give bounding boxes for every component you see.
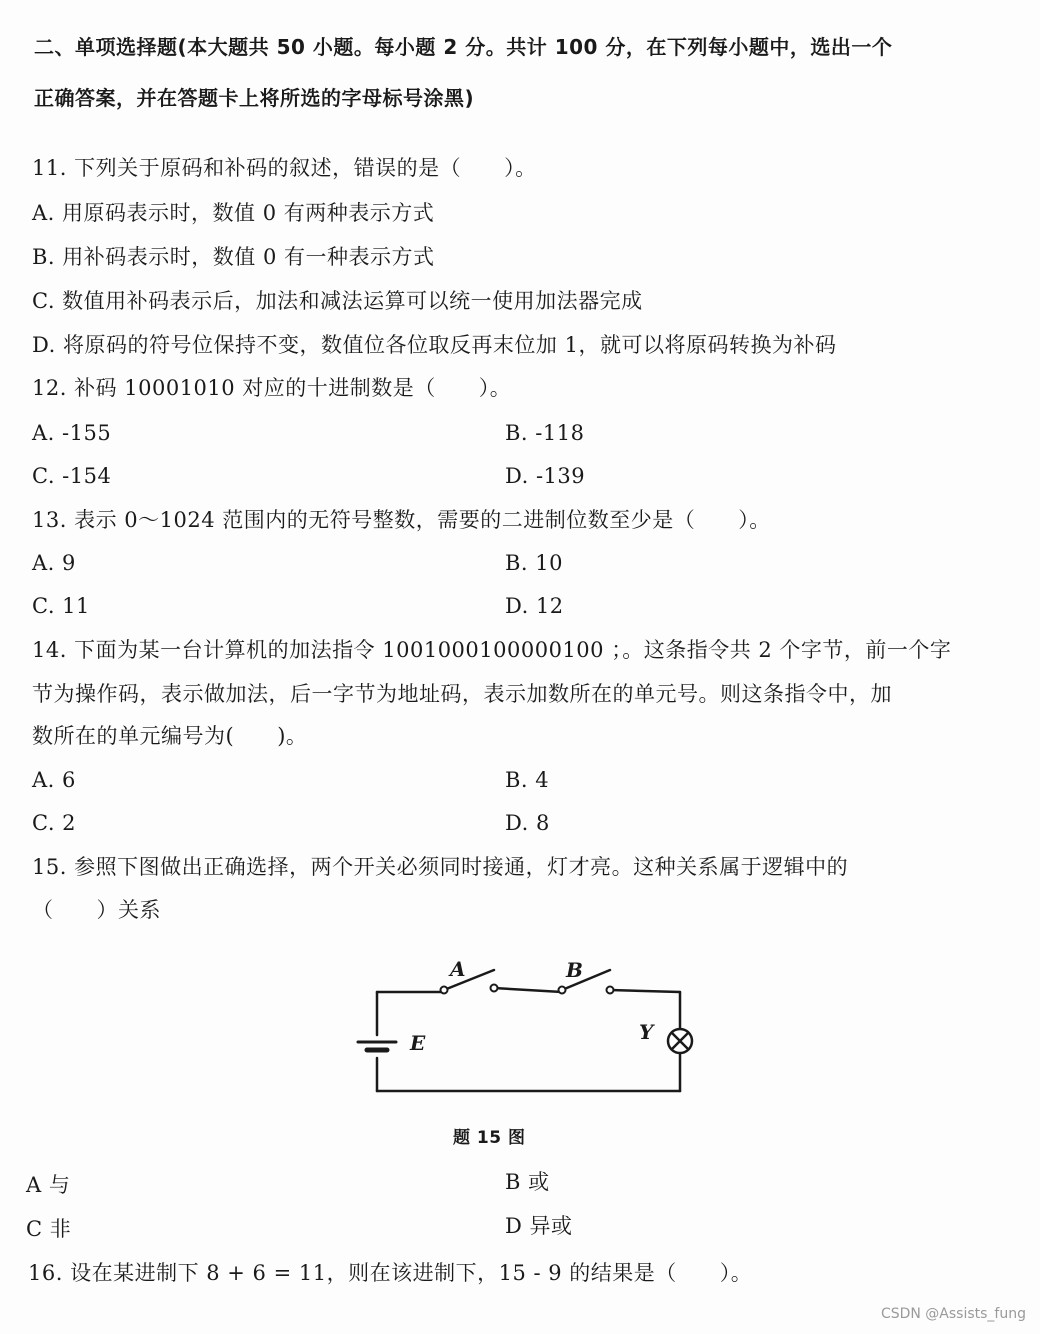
switch-b-contact-left: [559, 987, 566, 994]
question-14-stem-line-1: 14. 下面为某一台计算机的加法指令 1001000100000100 ；。这条指令共 2 个字节，前一个字: [32, 638, 952, 662]
question-11-option-c: C. 数值用补码表示后，加法和减法运算可以统一使用加法器完成: [32, 289, 643, 313]
question-14-option-a: A. 6: [32, 768, 76, 792]
question-15-option-c: C 非: [26, 1217, 72, 1241]
question-12-option-d: D. -139: [505, 464, 586, 488]
question-11-stem: 11. 下列关于原码和补码的叙述，错误的是（ ）。: [32, 156, 537, 180]
question-12-stem: 12. 补码 10001010 对应的十进制数是（ ）。: [32, 376, 512, 400]
question-13-option-d: D. 12: [505, 594, 564, 618]
question-16-stem: 16. 设在某进制下 8 + 6 = 11，则在该进制下，15 - 9 的结果是（ ）。: [28, 1261, 753, 1285]
question-12-option-a: A. -155: [32, 421, 112, 445]
question-13-stem: 13. 表示 0～1024 范围内的无符号整数，需要的二进制位数至少是（ ）。: [32, 508, 771, 532]
wire-top-middle: [494, 988, 562, 992]
question-14-option-d: D. 8: [505, 811, 550, 835]
question-11-option-b: B. 用补码表示时，数值 0 有一种表示方式: [32, 245, 435, 269]
question-14-option-b: B. 4: [505, 768, 550, 792]
battery-label: E: [410, 1031, 426, 1055]
switch-a-contact-left: [441, 987, 448, 994]
circuit-diagram: [340, 950, 710, 1100]
question-11-option-a: A. 用原码表示时，数值 0 有两种表示方式: [32, 201, 435, 225]
question-11-option-d: D. 将原码的符号位保持不变，数值位各位取反再末位加 1，就可以将原码转换为补码: [32, 333, 837, 357]
question-13-option-c: C. 11: [32, 594, 90, 618]
question-13-option-b: B. 10: [505, 551, 564, 575]
question-15-option-b: B 或: [505, 1170, 550, 1194]
question-14-stem-line-2: 节为操作码，表示做加法，后一字节为地址码，表示加数所在的单元号。则这条指令中，加: [32, 682, 892, 706]
question-14-stem-line-3: 数所在的单元编号为( )。: [32, 724, 308, 748]
question-13-option-a: A. 9: [32, 551, 76, 575]
switch-a-label: A: [450, 957, 466, 981]
figure-caption: 题 15 图: [453, 1128, 526, 1148]
question-12-option-c: C. -154: [32, 464, 112, 488]
section-heading-line-2: 正确答案，并在答题卡上将所选的字母标号涂黑): [34, 86, 475, 110]
question-15-stem-line-2: （ ）关系: [32, 898, 161, 922]
switch-a-contact-right: [491, 985, 498, 992]
question-12-option-b: B. -118: [505, 421, 585, 445]
csdn-watermark: CSDN @Assists_fung: [880, 1306, 1026, 1322]
lamp-label: Y: [639, 1020, 654, 1044]
switch-b-contact-right: [607, 987, 614, 994]
question-14-option-c: C. 2: [32, 811, 77, 835]
question-15-option-d: D 异或: [505, 1214, 573, 1238]
switch-b-label: B: [566, 958, 583, 982]
wire-top-right: [610, 990, 680, 992]
question-15-stem-line-1: 15. 参照下图做出正确选择，两个开关必须同时接通，灯才亮。这种关系属于逻辑中的: [32, 855, 849, 879]
question-15-option-a: A 与: [26, 1173, 71, 1197]
section-heading-line-1: 二、单项选择题(本大题共 50 小题。每小题 2 分。共计 100 分，在下列每小题中，选出一个: [34, 35, 893, 59]
